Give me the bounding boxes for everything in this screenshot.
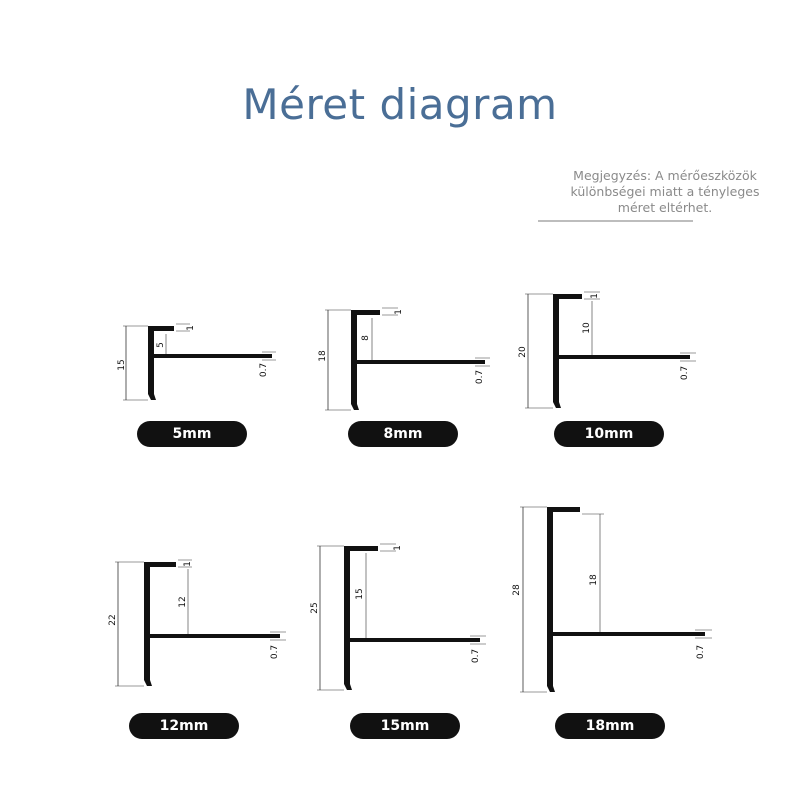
dim-thickness: 0.7	[475, 369, 485, 385]
profile-diagram-8mm	[318, 308, 490, 410]
dim-height: 15	[117, 359, 127, 371]
size-label-10mm: 10mm	[554, 421, 664, 447]
dim-height: 20	[518, 346, 528, 358]
dim-height: 22	[108, 614, 118, 626]
profile-diagram-5mm	[117, 324, 276, 400]
dim-inner: 15	[355, 588, 365, 600]
size-label-12mm: 12mm	[129, 713, 239, 739]
note-line-2: különbségei miatt a tényleges	[570, 184, 760, 199]
dim-inner: 12	[178, 596, 188, 608]
dim-inner: 5	[156, 342, 166, 348]
size-label-18mm: 18mm	[555, 713, 665, 739]
profile-shape	[553, 294, 690, 408]
dim-inner: 8	[361, 335, 371, 341]
profile-diagram-18mm	[512, 506, 712, 692]
dim-thickness: 0.7	[696, 644, 706, 660]
dim-lip: 1	[581, 506, 591, 512]
dim-lip: 1	[394, 309, 404, 315]
dim-thickness: 0.7	[680, 365, 690, 381]
dim-height: 25	[310, 602, 320, 614]
dim-lip: 1	[186, 325, 196, 331]
dim-height: 28	[512, 584, 522, 596]
dim-thickness: 0.7	[471, 648, 481, 664]
profile-diagram-10mm	[518, 292, 696, 408]
profile-shape	[344, 546, 480, 690]
note-line-3: méret eltérhet.	[617, 200, 713, 215]
profile-shape	[547, 507, 705, 692]
dim-thickness: 0.7	[270, 644, 280, 660]
dim-lip: 1	[183, 561, 193, 567]
profile-diagram-15mm	[310, 544, 486, 690]
dim-inner: 10	[582, 322, 592, 334]
size-label-8mm: 8mm	[348, 421, 458, 447]
dim-inner: 18	[589, 574, 599, 586]
dim-lip: 1	[590, 293, 600, 299]
dim-lip: 1	[393, 545, 403, 551]
profile-shape	[148, 326, 272, 400]
size-label-5mm: 5mm	[137, 421, 247, 447]
profile-shape	[144, 562, 280, 686]
dim-height: 18	[318, 350, 328, 362]
page-title: Méret diagram	[242, 80, 558, 129]
size-label-15mm: 15mm	[350, 713, 460, 739]
profile-diagram-12mm	[108, 560, 286, 686]
profile-shape	[351, 310, 485, 410]
note-line-1: Megjegyzés: A mérőeszközök	[573, 168, 757, 183]
dim-thickness: 0.7	[259, 362, 269, 378]
